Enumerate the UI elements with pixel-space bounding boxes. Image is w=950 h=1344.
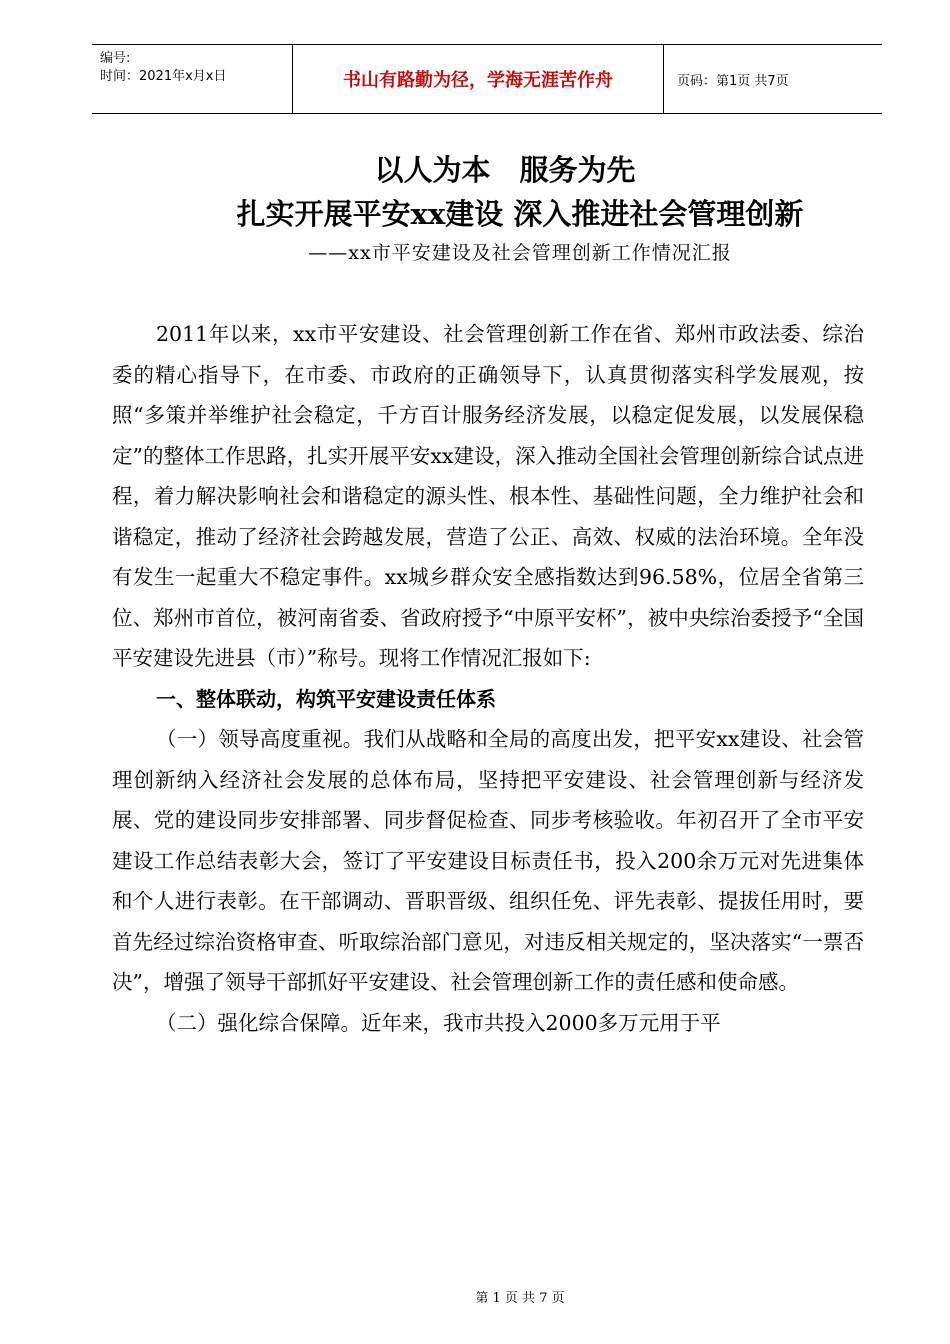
section-heading-1: 一、整体联动，构筑平安建设责任体系 [156, 686, 496, 711]
paragraph-intro: 2011年以来，xx市平安建设、社会管理创新工作在省、郑州市政法委、综治委的精心指导下，在市委、市政府的正确领导下，认真贯彻落实科学发展观，按照“多策并举维护社会稳定，千方百计服务经济发展，以稳定促发展，以发展保稳定”的整体工作思路，扎实开展平安xx建设，深入推动全国社会管理创新综合试点进程，着力解决影响社会和谐稳定的源头性、根本性、基础性问题，全力维护社会和谐稳定，推动了经济社会跨越发展，营造了公正、高效、权威的法治环境。全年没有发生一起重大不稳定事件。xx城乡群众安全感指数达到96.58%，位居全省第三位、郑州市首位，被河南省委、省政府授予“中原平安杯”，被中央综治委授予“全国平安建设先进县（市）”称号。现将工作情况汇报如下: [112, 322, 864, 670]
paragraph-leadership: （一）领导高度重视。我们从战略和全局的高度出发，把平安xx建设、社会管理创新纳入经济社会发展的总体布局，坚持把平安建设、社会管理创新与经济发展、党的建设同步安排部署、同步督促检查、同步考核验收。年初召开了全市平安建设工作总结表彰大会，签订了平安建设目标责任书，投入200余万元对先进集体和个人进行表彰。在干部调动、晋职晋级、组织任免、评先表彰、提拔任用时，要首先经过综治资格审查、听取综治部门意见，对违反相关规定的，坚决落实“一票否决”，增强了领导干部抓好平安建设、社会管理创新工作的责任感和使命感。 [112, 727, 864, 994]
document-body [112, 314, 864, 1043]
number-label: 编号: [100, 51, 131, 66]
paragraph-support: （二）强化综合保障。近年来，我市共投入2000多万元用于平 [156, 1010, 721, 1035]
header-bottom-rule [92, 113, 882, 114]
time-label: 时间：2021年x月x日 [100, 69, 227, 84]
title-line-1: 以人为本 服务为先 [374, 153, 636, 187]
motto-text: 书山有路勤为径，学海无涯苦作舟 [343, 70, 613, 91]
subtitle: ——xx市平安建设及社会管理创新工作情况汇报 [308, 242, 732, 264]
page-footer: 第 1 页 共 7 页 [475, 1291, 565, 1306]
title-line-2: 扎实开展平安xx建设 深入推进社会管理创新 [236, 197, 804, 231]
header-meta [100, 50, 226, 86]
document-header [92, 44, 882, 114]
page-info: 页码：第1页 共7页 [677, 73, 789, 89]
header-motto-cell [292, 44, 664, 114]
